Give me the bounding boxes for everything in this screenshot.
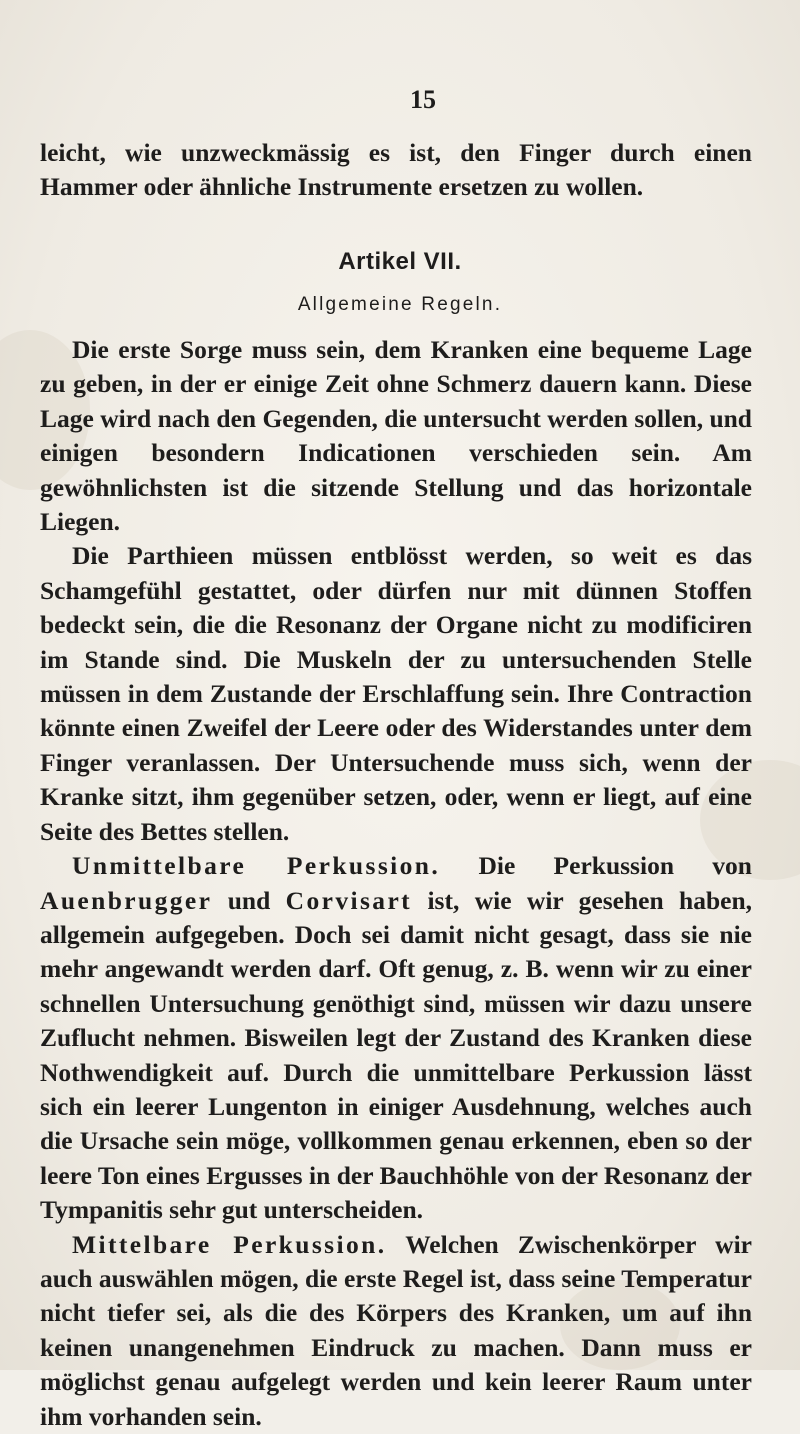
article-title: Artikel VII. bbox=[338, 248, 462, 275]
immediate-percussion-heading: Unmittelbare Perkussion. bbox=[72, 851, 441, 881]
paragraph-undressing: Die Parthieen müssen entblösst werden, so weit es das Schamgefühl gestattet, oder dürfen nur mit dünnen Stoffen bedeckt sein, die die Resonanz der Organe nicht zu modificiren im Stande sind. Die Muskeln der zu untersuchenden Stelle müssen in dem Zustande der Erschlaffung sein. Ihre Contraction könnte einen Zweifel der Leere oder des Widerstandes unter dem Finger veranlassen. Der Untersuchende muss sich, wenn der Kranke sitzt, ihm gegenüber setzen, oder, wenn er liegt, auf eine Seite des Bettes stellen. bbox=[40, 541, 752, 846]
page-number: 15 bbox=[410, 85, 436, 114]
mediate-percussion-heading: Mittelbare Perkussion. bbox=[72, 1229, 387, 1259]
paragraph-immediate-percussion bbox=[40, 849, 752, 1227]
paragraph-mediate-percussion bbox=[40, 1228, 752, 1434]
intro-text: leicht, wie unzweckmässig es ist, den Finger durch einen Hammer oder ähnliche Instrumente ersetzen zu wollen. bbox=[40, 138, 752, 202]
article-subtitle: Allgemeine Regeln. bbox=[297, 294, 503, 315]
intro-paragraph bbox=[40, 136, 752, 205]
paragraph-position: Die erste Sorge muss sein, dem Kranken eine bequeme Lage zu geben, in der er einige Zeit ohne Schmerz dauern kann. Diese Lage wird nach den Gegenden, die untersucht werden sollen, und einigen besondern Indicationen verschieden sein. Am gewöhnlichsten ist die sitzende Stellung und das horizontale Liegen. bbox=[40, 335, 752, 537]
author-name: Auenbrugger bbox=[40, 885, 213, 915]
author-name: Corvisart bbox=[285, 885, 413, 915]
article-body bbox=[40, 333, 752, 1434]
paragraph-text: und bbox=[212, 885, 286, 915]
paragraph-text: ist, wie wir gesehen haben, allgemein aufgegeben. Doch sei damit nicht gesagt, dass sie nie mehr angewandt werden darf. Oft genug, z. B. wenn wir zu einer schnellen Untersuchung genöthigt sind, müssen wir dazu unsere Zuflucht nehmen. Bisweilen legt der Zustand des Kranken diese Nothwendigkeit auf. Durch die unmittelbare Perkussion lässt sich ein leerer Lungenton in einiger Ausdehnung, welches auch die Ursache sein möge, vollkommen genau erkennen, eben so der leere Ton eines Ergusses in der Bauchhöhle von der Resonanz der Tympanitis sehr gut unterscheiden. bbox=[40, 885, 753, 1225]
paragraph-text: Die Perkussion von bbox=[440, 851, 752, 881]
paragraph-text: Welchen Zwischenkörper wir auch auswählen mögen, die erste Regel ist, dass seine Temperatur nicht tiefer sei, als die des Körpers des Kranken, um auf ihn keinen unangenehmen Eindruck zu machen. Dann muss er möglichst genau aufgelegt werden und kein leerer Raum unter ihm vorhanden sein. bbox=[40, 1229, 752, 1431]
